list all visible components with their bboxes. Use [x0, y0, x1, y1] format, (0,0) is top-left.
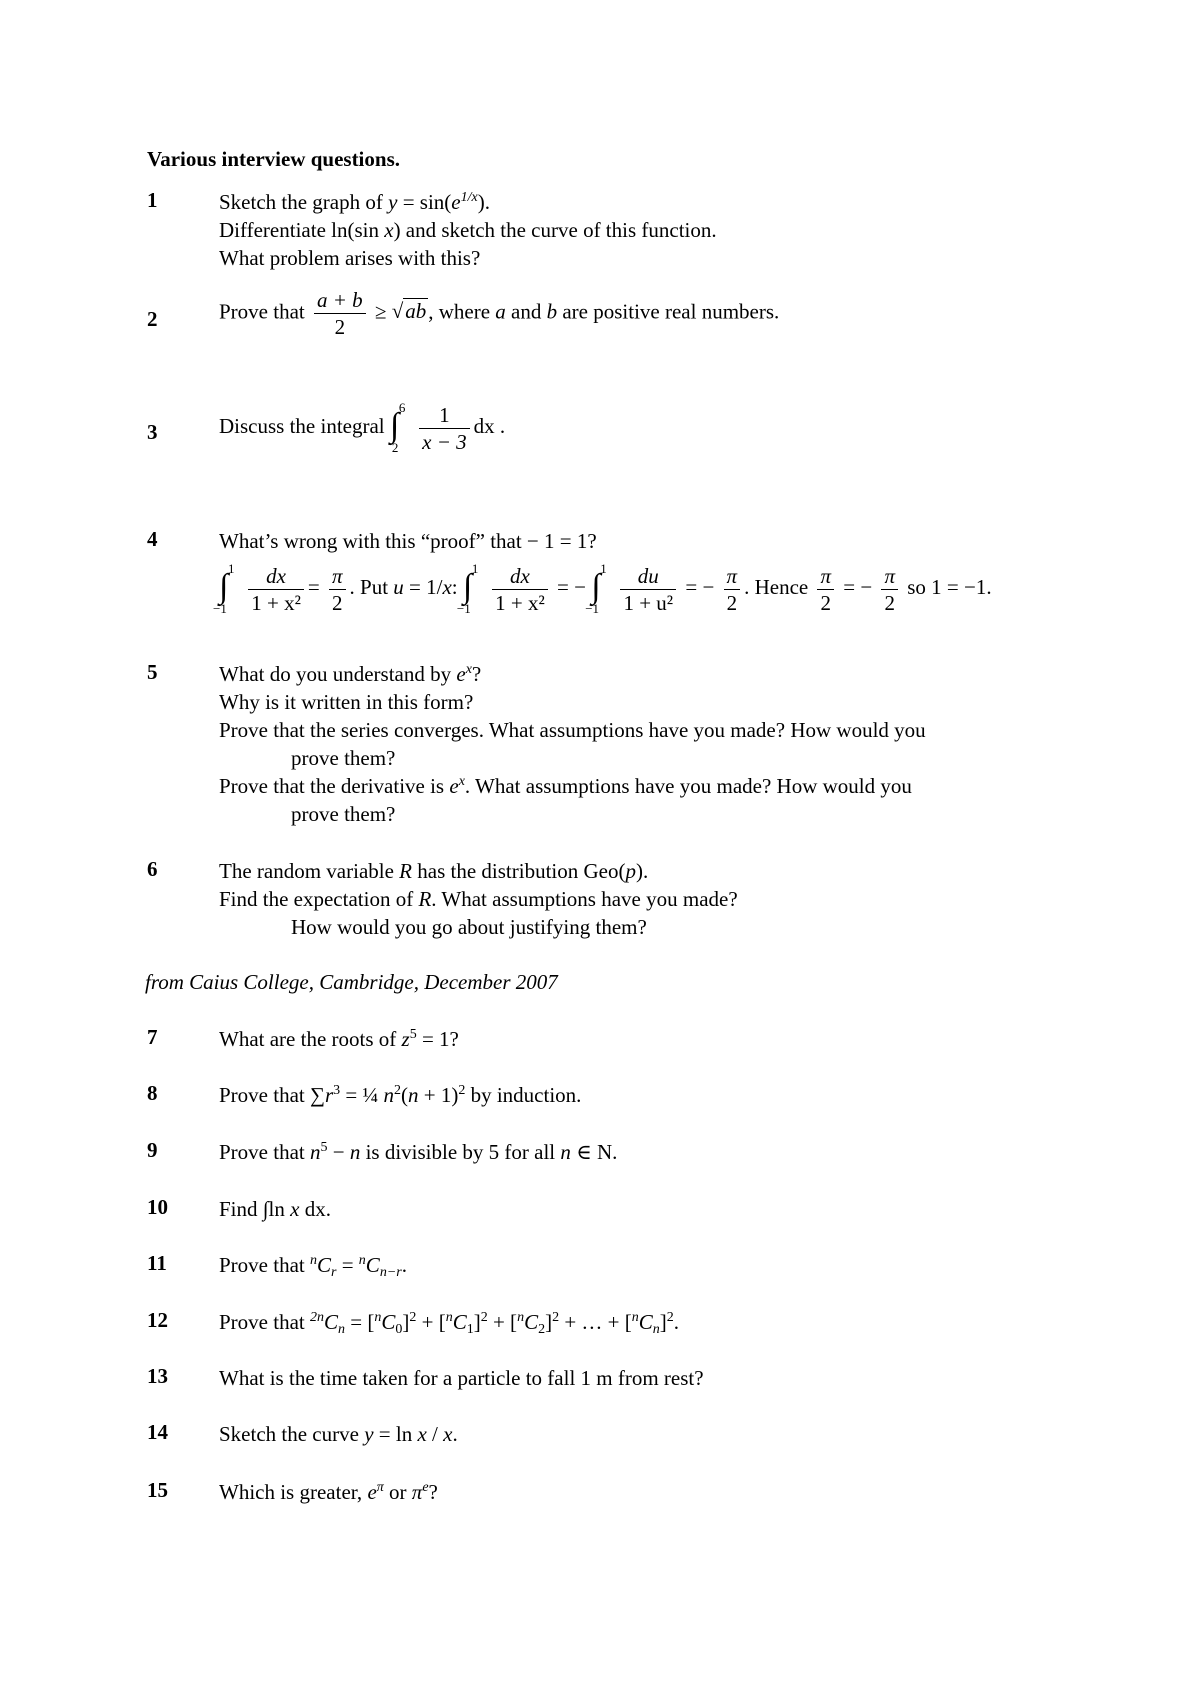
- question-number: 6: [147, 857, 158, 881]
- integral-sign: ∫ 1 −1: [213, 561, 235, 616]
- question-number: 10: [147, 1195, 168, 1219]
- fraction: $\frac{\pi}{2}$: [881, 563, 898, 616]
- question-body: Which is greater, $e^\pi$ or $\pi^e$?: [219, 1480, 438, 1504]
- question-body: Prove that $^{2n}C_n = [^nC_0]^2 + [^nC_1]^2 + [^nC_2]^2$ + … + $[^nC_n]^2$.: [219, 1310, 680, 1337]
- fraction: $\frac{1}{x - 3}$: [419, 402, 470, 455]
- question-number: 8: [147, 1081, 158, 1105]
- question-number: 15: [147, 1478, 168, 1502]
- question-body: Discuss the integral ∫ 6 2 $\frac{1}{x - 3}$ dx .: [219, 400, 506, 455]
- question-number: 9: [147, 1138, 158, 1162]
- question-body: What are the roots of $z^5 = 1$?: [219, 1027, 459, 1051]
- question-body: The random variable R has the distribution Geo(p). Find the expectation of R. What assumptions have you made? How would you go about justifying them?: [219, 859, 738, 939]
- fraction: $\frac{du}{\text{1 + u²}}$: [620, 563, 676, 616]
- question-body: What’s wrong with this “proof” that − 1 = 1? ∫ 1 −1 $\frac{dx}{\text{1 + x²}}$ = $\frac{\pi}{2}$ . Put u = 1/x: ∫ 1 −1 $\frac{dx}{\text{1 + x²}}$ = − ∫ 1 −1 $\frac{du}{\text{1 + u²}}$ = − $\frac{\pi}{2}$ . Hence $\frac{\pi}{2}$ = − $\frac{\pi}{2}$ so 1 = −1.: [213, 529, 992, 616]
- fraction: $\frac{dx}{\text{1 + x²}}$: [248, 563, 304, 616]
- question-number: 12: [147, 1308, 168, 1332]
- fraction: $\frac{\pi}{2}$: [817, 563, 834, 616]
- question-body: Prove that $n^5 - n$ is divisible by 5 for all n ∈ N.: [219, 1140, 618, 1164]
- fraction: $\frac{\pi}{2}$: [724, 563, 741, 616]
- question-body: Sketch the graph of $y = \sin(e^{1/x})$. Differentiate ln(sin x) and sketch the curve of this function. What problem arises with this?: [219, 190, 717, 270]
- question-number: 5: [147, 660, 158, 684]
- question-body: Prove that $\frac{a + b}{2}$ ≥ √ab, where a and b are positive real numbers.: [219, 288, 780, 339]
- question-body: Prove that $\sum r^3$ = ¼ $n^2(n + 1)^2$ by induction.: [219, 1083, 582, 1107]
- question-body: Find ∫ln x dx.: [219, 1197, 331, 1221]
- question-number: 4: [147, 527, 158, 551]
- integral-sign: ∫ 6 2: [389, 400, 406, 455]
- question-number: 3: [147, 420, 158, 444]
- question-number: 7: [147, 1025, 158, 1049]
- question-number: 1: [147, 188, 158, 212]
- question-number: 13: [147, 1364, 168, 1388]
- source-note: from Caius College, Cambridge, December 2007: [145, 970, 558, 994]
- fraction: $\frac{dx}{\text{1 + x²}}$: [492, 563, 548, 616]
- square-root: √ab: [391, 299, 427, 324]
- fraction: $\frac{a + b}{2}$: [314, 287, 366, 340]
- integral-sign: ∫ 1 −1: [585, 561, 607, 616]
- question-number: 14: [147, 1420, 168, 1444]
- integral-sign: ∫ 1 −1: [456, 561, 479, 616]
- page-title: Various interview questions.: [147, 147, 400, 171]
- question-body: Prove that $^nC_r = ^nC_{n-r}$.: [219, 1253, 407, 1280]
- question-body: What is the time taken for a particle to fall 1 m from rest?: [219, 1366, 704, 1390]
- question-number: 11: [147, 1251, 167, 1275]
- question-number: 2: [147, 307, 158, 331]
- question-body: What do you understand by $e^x$? Why is it written in this form? Prove that the series converges. What assumptions have you made? How would you prove them? Prove that the derivative is $e^x$. What assumptions have you made? How would you prove them?: [219, 662, 926, 826]
- question-body: Sketch the curve y = ln x / x.: [219, 1422, 458, 1446]
- fraction: $\frac{\pi}{2}$: [329, 563, 346, 616]
